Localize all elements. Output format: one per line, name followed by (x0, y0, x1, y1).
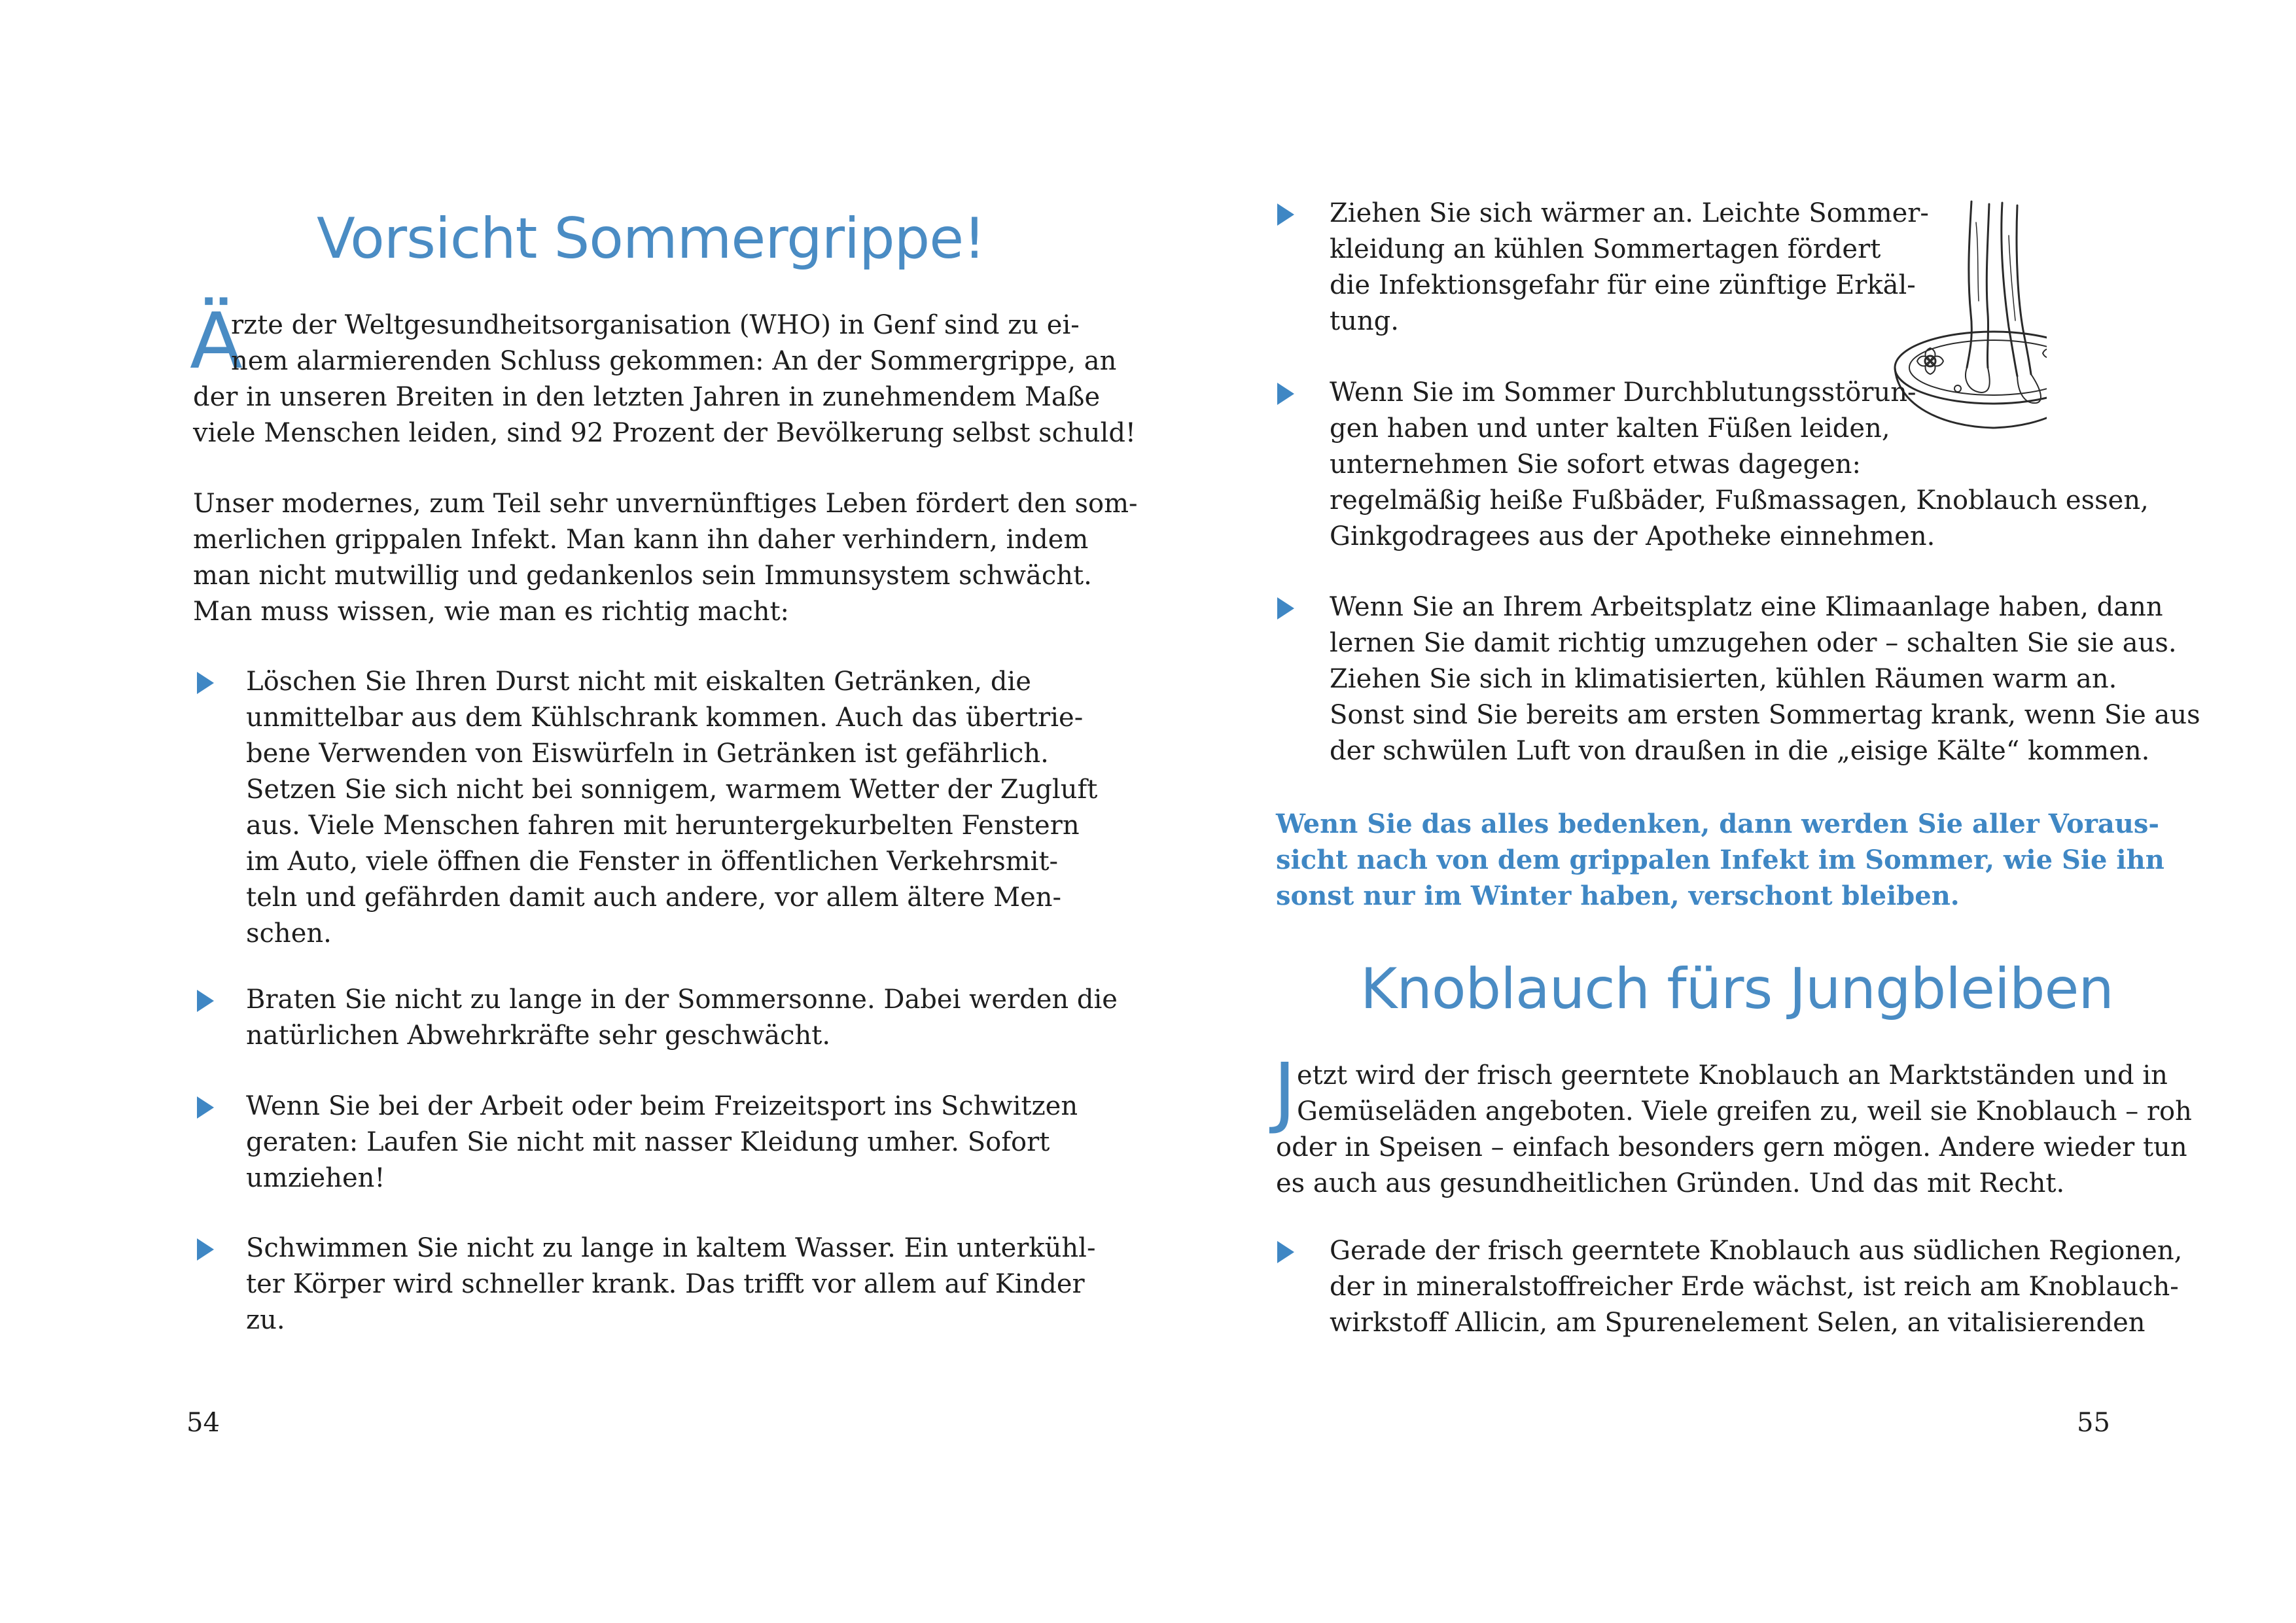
bullet-arrow-icon (197, 1238, 214, 1261)
intro-paragraph (193, 307, 1136, 451)
bullet-arrow-icon (197, 1096, 214, 1119)
bullet-arrow-icon (197, 672, 214, 694)
text-line: rzte der Weltgesundheitsorganisation (WHO) in Genf sind zu ei- (231, 310, 1080, 340)
page-title: Vorsicht Sommergrippe! (317, 206, 985, 271)
text-line: unmittelbar aus dem Kühlschrank kommen. Auch das übertrie- (246, 703, 1084, 733)
bullet-arrow-icon (1277, 383, 1294, 405)
bullet-item (246, 1230, 1096, 1338)
text-line: zu. (246, 1305, 285, 1335)
text-line: sicht nach von dem grippalen Infekt im Sommer, wie Sie ihn (1276, 845, 2164, 875)
text-line: Sonst sind Sie bereits am ersten Sommertag krank, wenn Sie aus (1330, 700, 2200, 730)
bullet-arrow-icon (1277, 203, 1294, 226)
text-line: aus. Viele Menschen fahren mit heruntergekurbelten Fenstern (246, 811, 1080, 841)
drop-cap: J (1273, 1046, 1296, 1136)
drop-cap: Ä (190, 296, 243, 386)
text-line: schen. (246, 918, 332, 949)
text-line: Braten Sie nicht zu lange in der Sommersonne. Dabei werden die (246, 985, 1118, 1015)
text-line: unternehmen Sie sofort etwas dagegen: (1330, 449, 1861, 480)
intro-paragraph (1276, 1058, 2192, 1202)
text-line: umziehen! (246, 1163, 385, 1193)
text-line: Man muss wissen, wie man es richtig macht: (193, 597, 790, 627)
text-line: sonst nur im Winter haben, verschont bleiben. (1276, 881, 1960, 911)
text-line: der schwülen Luft von draußen in die „eisige Kälte“ kommen. (1330, 736, 2150, 766)
bullet-arrow-icon (1277, 1241, 1294, 1263)
bullet-item (1330, 1233, 2183, 1341)
text-line: ter Körper wird schneller krank. Das trifft vor allem auf Kinder (246, 1269, 1085, 1299)
text-line: man nicht mutwillig und gedankenlos sein Immunsystem schwächt. (193, 561, 1092, 591)
text-line: Wenn Sie bei der Arbeit oder beim Freizeitsport ins Schwitzen (246, 1091, 1078, 1121)
right-page (1148, 0, 2296, 1623)
text-line: Wenn Sie im Sommer Durchblutungsstörun- (1330, 377, 1916, 408)
bullet-arrow-icon (1277, 597, 1294, 620)
text-line: Ziehen Sie sich wärmer an. Leichte Sommer- (1330, 198, 1929, 228)
text-line: wirkstoff Allicin, am Spurenelement Selen, an vitalisierenden (1330, 1308, 2146, 1338)
bullet-item (246, 1089, 1078, 1196)
bullet-item (246, 664, 1098, 952)
bullet-arrow-icon (197, 990, 214, 1012)
text-line: merlichen grippalen Infekt. Man kann ihn daher verhindern, indem (193, 525, 1089, 555)
text-line: Schwimmen Sie nicht zu lange in kaltem Wasser. Ein unterkühl- (246, 1233, 1096, 1263)
bullet-item (1330, 375, 2149, 555)
text-line: der in mineralstoffreicher Erde wächst, ist reich am Knoblauch- (1330, 1272, 2179, 1302)
bullet-item (1330, 589, 2200, 769)
page-number: 55 (2077, 1408, 2110, 1438)
text-line: die Infektionsgefahr für eine zünftige Erkäl- (1330, 270, 1916, 300)
text-line: es auch aus gesundheitlichen Gründen. Und das mit Recht. (1276, 1168, 2065, 1198)
text-line: teln und gefährden damit auch andere, vor allem ältere Men- (246, 882, 1062, 913)
text-line: Unser modernes, zum Teil sehr unvernünftiges Leben fördert den som- (193, 489, 1138, 519)
page-title: Knoblauch fürs Jungbleiben (1360, 956, 2113, 1022)
text-line: Löschen Sie Ihren Durst nicht mit eiskalten Getränken, die (246, 667, 1031, 697)
text-line: oder in Speisen – einfach besonders gern mögen. Andere wieder tun (1276, 1132, 2187, 1162)
text-line: Wenn Sie an Ihrem Arbeitsplatz eine Klimaanlage haben, dann (1330, 592, 2163, 622)
bullet-item (1330, 196, 1929, 340)
page-number: 54 (186, 1408, 220, 1438)
conclusion-paragraph (1276, 806, 2164, 914)
text-line: regelmäßig heiße Fußbäder, Fußmassagen, Knoblauch essen, (1330, 485, 2149, 515)
text-line: gen haben und unter kalten Füßen leiden, (1330, 413, 1890, 444)
text-line: bene Verwenden von Eiswürfeln in Getränken ist gefährlich. (246, 739, 1049, 769)
text-line: geraten: Laufen Sie nicht mit nasser Kleidung umher. Sofort (246, 1127, 1050, 1157)
text-line: natürlichen Abwehrkräfte sehr geschwächt. (246, 1021, 831, 1051)
text-line: der in unseren Breiten in den letzten Jahren in zunehmendem Maße (193, 382, 1101, 412)
text-line: viele Menschen leiden, sind 92 Prozent der Bevölkerung selbst schuld! (193, 418, 1136, 448)
text-line: lernen Sie damit richtig umzugehen oder – schalten Sie sie aus. (1330, 628, 2177, 658)
bullet-item (246, 982, 1118, 1054)
text-line: Gemüseläden angeboten. Viele greifen zu, weil sie Knoblauch – roh (1297, 1096, 2192, 1126)
text-line: Ginkgodragees aus der Apotheke einnehmen. (1330, 521, 1935, 551)
text-line: kleidung an kühlen Sommertagen fördert (1330, 234, 1881, 264)
text-line: Wenn Sie das alles bedenken, dann werden Sie aller Voraus- (1276, 809, 2160, 839)
text-line: im Auto, viele öffnen die Fenster in öffentlichen Verkehrsmit- (246, 846, 1059, 877)
text-line: etzt wird der frisch geerntete Knoblauch an Marktständen und in (1297, 1060, 2168, 1091)
text-line: Setzen Sie sich nicht bei sonnigem, warmem Wetter der Zugluft (246, 775, 1098, 805)
paragraph (193, 486, 1138, 630)
text-line: Gerade der frisch geerntete Knoblauch aus südlichen Regionen, (1330, 1236, 2183, 1266)
text-line: Ziehen Sie sich in klimatisierten, kühlen Räumen warm an. (1330, 664, 2117, 694)
text-line: nem alarmierenden Schluss gekommen: An der Sommergrippe, an (231, 346, 1117, 376)
text-line: tung. (1330, 306, 1399, 336)
